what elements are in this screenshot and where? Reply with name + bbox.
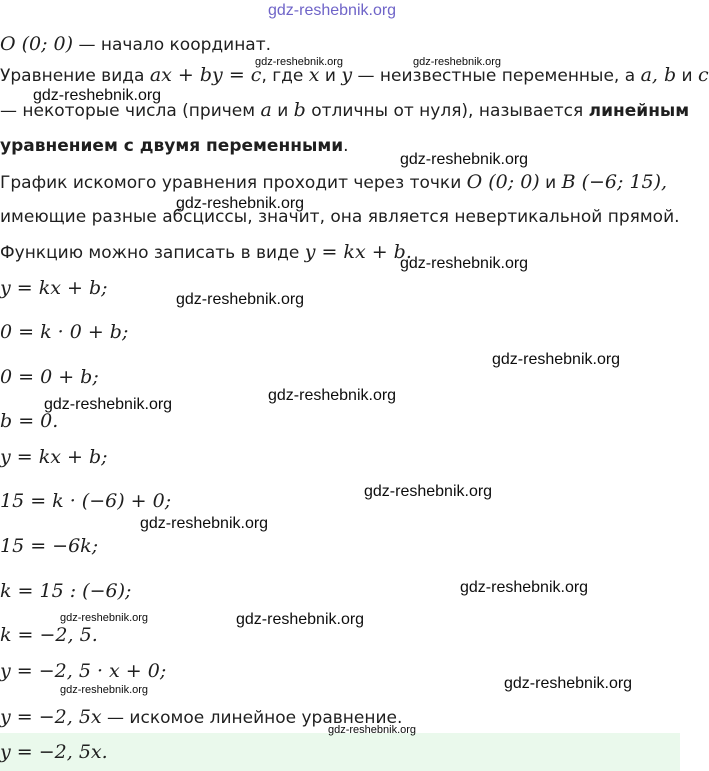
watermark: gdz-reshebnik.org <box>492 351 621 368</box>
watermark: gdz-reshebnik.org <box>400 151 529 168</box>
watermark: gdz-reshebnik.org <box>268 387 397 404</box>
watermark: gdz-reshebnik.org <box>176 291 305 308</box>
equation-11: y = −2, 5x — искомое линейное уравнение. <box>0 706 403 728</box>
equation-5: y = kx + b; <box>0 446 108 468</box>
equation-9: k = −2, 5. <box>0 624 98 646</box>
line-function-form: Функцию можно записать в виде y = kx + b. <box>0 241 412 263</box>
equation-1: y = kx + b; <box>0 277 108 299</box>
watermark: gdz-reshebnik.org <box>44 396 173 413</box>
watermark: gdz-reshebnik.org <box>176 195 305 212</box>
watermark: gdz-reshebnik.org <box>328 724 417 736</box>
watermark: gdz-reshebnik.org <box>60 684 149 696</box>
watermark: gdz-reshebnik.org <box>460 579 589 596</box>
answer-equation: y = −2, 5x. <box>0 741 108 763</box>
line-definition-3: уравнением с двумя переменными. <box>0 136 349 156</box>
equation-6: 15 = k · (−6) + 0; <box>0 490 172 512</box>
watermark: gdz-reshebnik.org <box>236 611 365 628</box>
watermark: gdz-reshebnik.org <box>255 56 344 68</box>
line-definition-2: — некоторые числа (причем a и b отличны от нуля), называется линейным <box>0 99 690 121</box>
equation-7: 15 = −6k; <box>0 535 99 557</box>
watermark: gdz-reshebnik.org <box>400 255 529 272</box>
watermark: gdz-reshebnik.org <box>364 483 493 500</box>
watermark-top: gdz-reshebnik.org <box>268 2 397 19</box>
equation-2: 0 = k · 0 + b; <box>0 321 129 343</box>
line-origin: O (0; 0) — начало координат. <box>0 33 272 55</box>
watermark: gdz-reshebnik.org <box>60 612 149 624</box>
watermark: gdz-reshebnik.org <box>140 515 269 532</box>
watermark: gdz-reshebnik.org <box>504 675 633 692</box>
equation-8: k = 15 : (−6); <box>0 580 132 602</box>
equation-3: 0 = 0 + b; <box>0 366 99 388</box>
watermark: gdz-reshebnik.org <box>413 56 502 68</box>
line-graph-points: График искомого уравнения проходит через точки O (0; 0) и B (−6; 15), <box>0 171 668 193</box>
equation-10: y = −2, 5 · x + 0; <box>0 660 167 682</box>
line-definition-1: Уравнение вида ax + by = c, где x и y — неизвестные переменные, а a, b и c <box>0 64 709 86</box>
watermark: gdz-reshebnik.org <box>33 87 162 104</box>
line-nonvertical: имеющие разные абсциссы, значит, она является невертикальной прямой. <box>0 207 680 227</box>
equation-4: b = 0. <box>0 410 59 432</box>
